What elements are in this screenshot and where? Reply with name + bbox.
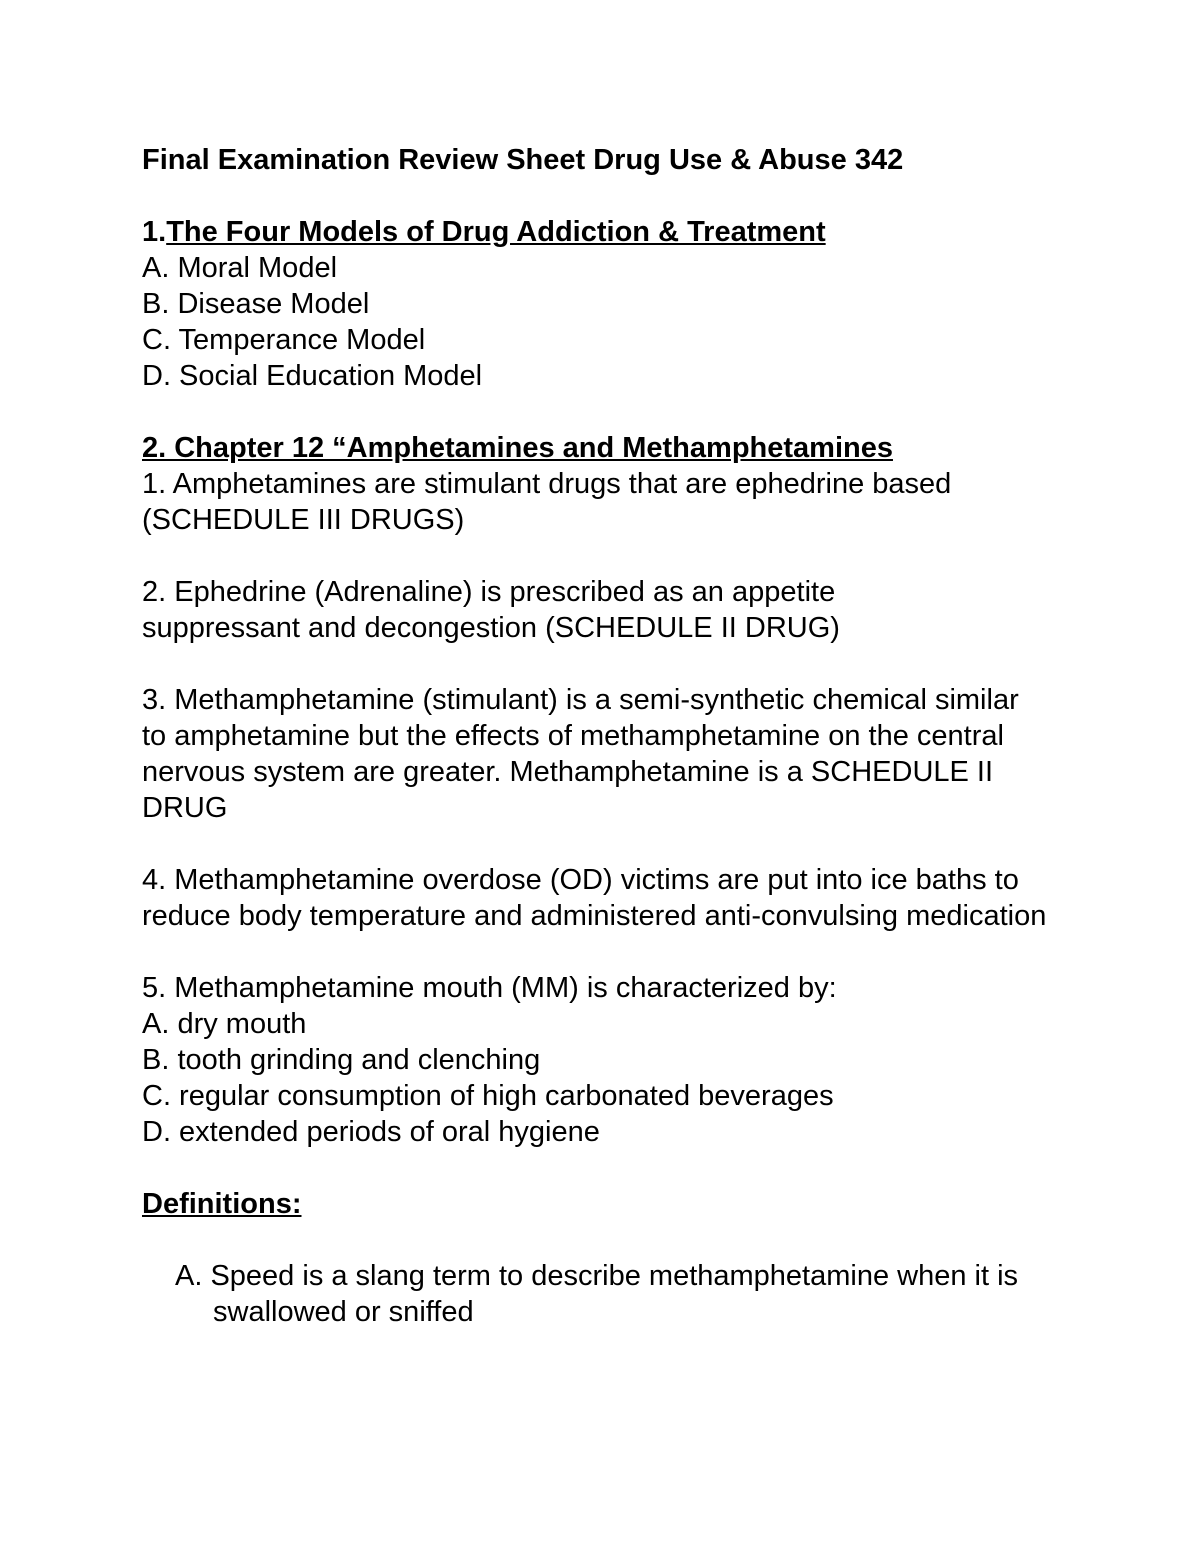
mouth-item: B. tooth grinding and clenching	[142, 1044, 541, 1076]
point-1: 1. Amphetamines are stimulant drugs that are ephedrine based (SCHEDULE III DRUGS)	[142, 468, 952, 536]
section-2-title: 2. Chapter 12 “Amphetamines and Methamphetamines	[142, 432, 893, 464]
section-1-title: The Four Models of Drug Addiction & Treatment	[166, 216, 826, 248]
spacer	[142, 1222, 1082, 1258]
spacer	[142, 826, 1082, 862]
point-3: 3. Methamphetamine (stimulant) is a semi-synthetic chemical similar to amphetamine but the effects of methamphetamine on the central nervous system are greater. Methamphetamine is a SCHEDULE II DRUG	[142, 684, 1019, 824]
definition-item: A. Speed is a slang term to describe methamphetamine when it is swallowed or sniffed	[175, 1260, 1019, 1328]
model-item: A. Moral Model	[142, 252, 338, 284]
model-item: B. Disease Model	[142, 288, 370, 320]
spacer	[142, 646, 1082, 682]
model-item: C. Temperance Model	[142, 324, 426, 356]
model-item: D. Social Education Model	[142, 360, 483, 392]
mouth-item: C. regular consumption of high carbonated beverages	[142, 1080, 834, 1112]
section-1-heading	[142, 214, 1082, 250]
spacer	[142, 394, 1082, 430]
section-1-number: 1.	[142, 216, 167, 248]
document-page	[142, 142, 1082, 1330]
definitions-heading: Definitions:	[142, 1188, 302, 1220]
point-4: 4. Methamphetamine overdose (OD) victims are put into ice baths to reduce body temperature and administered anti-convulsing medication	[142, 864, 1047, 932]
spacer	[142, 934, 1082, 970]
point-2: 2. Ephedrine (Adrenaline) is prescribed as an appetite suppressant and decongestion (SCHEDULE II DRUG)	[142, 576, 840, 644]
spacer	[142, 538, 1082, 574]
mouth-item: A. dry mouth	[142, 1008, 307, 1040]
document-title: Final Examination Review Sheet Drug Use & Abuse 342	[142, 144, 904, 176]
point-5: 5. Methamphetamine mouth (MM) is characterized by:	[142, 972, 837, 1004]
spacer	[142, 1150, 1082, 1186]
mouth-item: D. extended periods of oral hygiene	[142, 1116, 600, 1148]
section-2-heading	[142, 430, 1082, 466]
